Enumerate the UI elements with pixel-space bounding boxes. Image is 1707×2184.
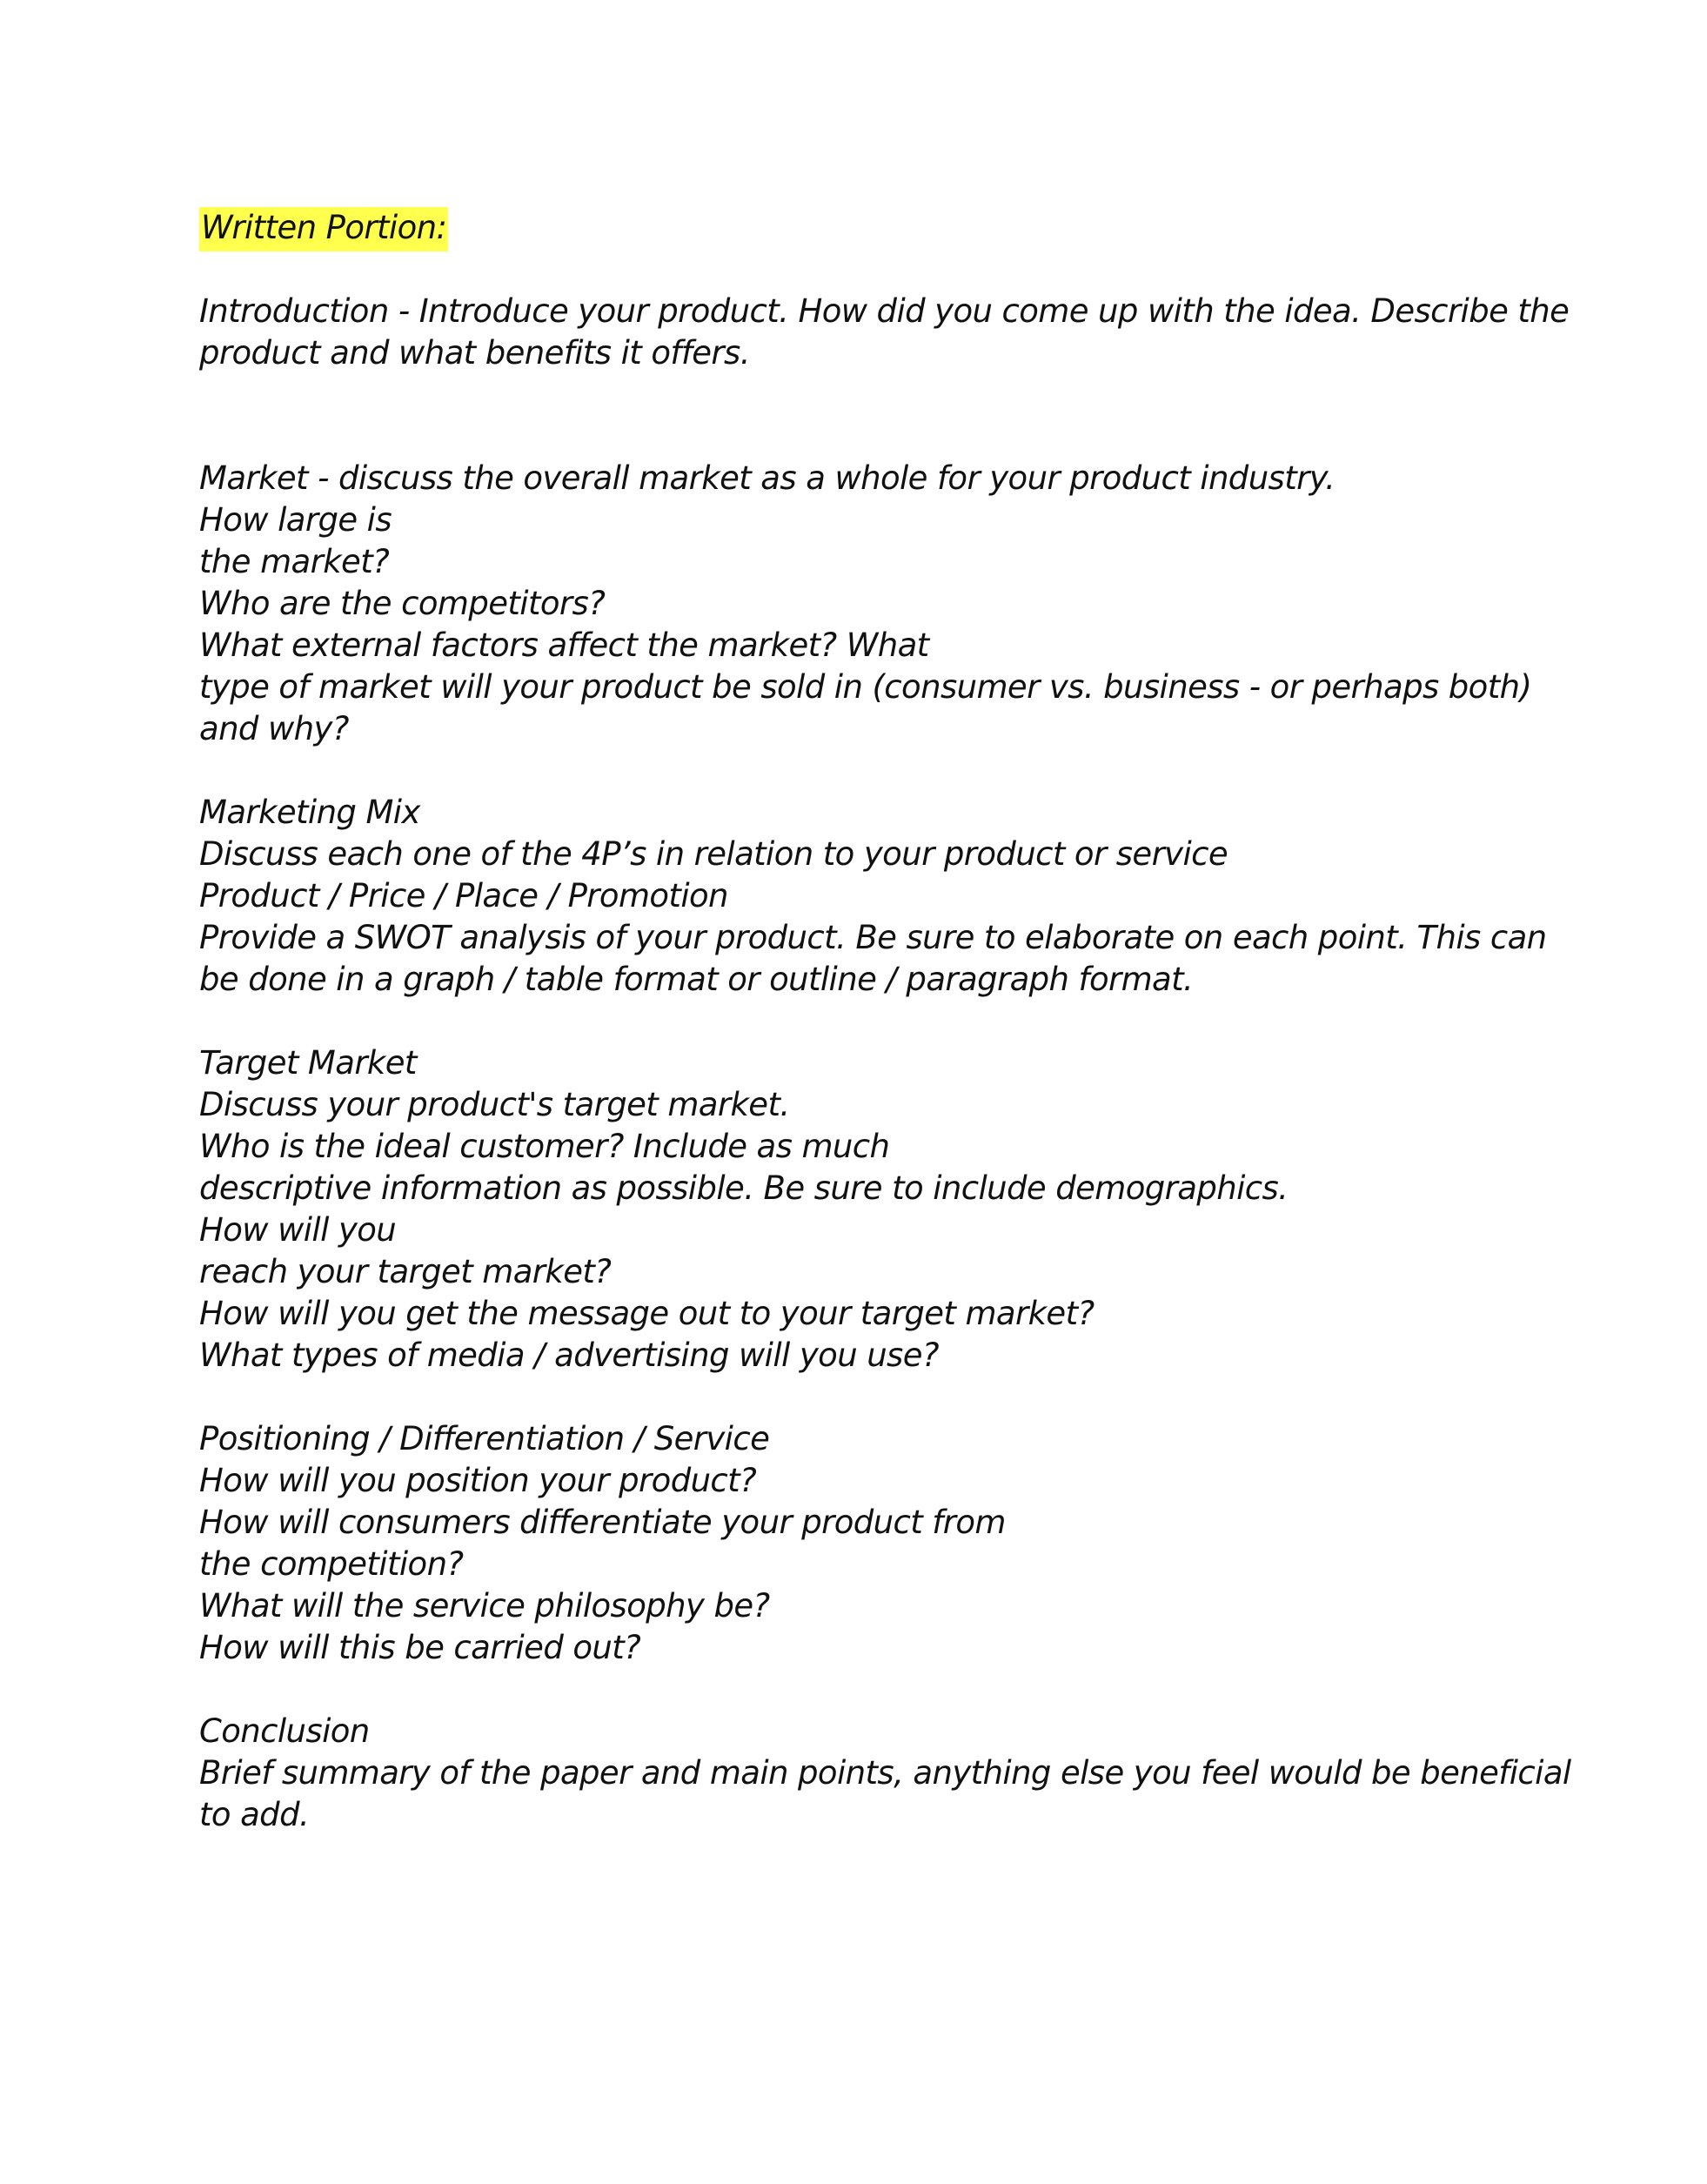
market-line: Market - discuss the overall market as a whole for your product industry. [199,459,1335,497]
target-market-line: descriptive information as possible. Be sure to include demographics. [199,1169,1289,1207]
intro-line: Introduction - Introduce your product. How did you come up with the idea. Describe the [199,292,1570,330]
market-line: and why? [199,710,349,747]
target-market-line: reach your target market? [199,1253,612,1290]
heading-line [199,207,1522,249]
positioning-line: the competition? [199,1545,464,1583]
marketing-mix-section [199,792,1547,1001]
marketing-mix-line: Discuss each one of the 4P’s in relation to your product or service [199,835,1228,873]
marketing-mix-title: Marketing Mix [199,794,420,831]
market-section [199,458,1532,750]
target-market-line: Who is the ideal customer? Include as much [199,1128,890,1165]
positioning-line: What will the service philosophy be? [199,1587,770,1625]
marketing-mix-line: be done in a graph / table format or outline / paragraph format. [199,961,1194,998]
target-market-line: Discuss your product's target market. [199,1086,790,1123]
spacer [199,750,1522,792]
marketing-mix-line: Product / Price / Place / Promotion [199,877,728,914]
spacer [199,249,1522,291]
market-line: Who are the competitors? [199,585,606,622]
spacer [199,1377,1522,1418]
positioning-line: How will this be carried out? [199,1629,641,1666]
positioning-section [199,1418,1522,1669]
spacer [199,374,1522,458]
positioning-line: How will consumers differentiate your product from [199,1504,1006,1541]
market-line: the market? [199,543,390,580]
target-market-title: Target Market [199,1044,417,1082]
market-line: What external factors affect the market? What [199,626,929,664]
conclusion-line: to add. [199,1796,310,1833]
target-market-section [199,1042,1522,1377]
target-market-line: How will you [199,1211,397,1249]
written-portion-heading: Written Portion: [199,207,448,251]
market-line: type of market will your product be sold in (consumer vs. business - or perhaps both) [199,668,1532,706]
introduction-section [199,291,1570,374]
positioning-line: How will you position your product? [199,1462,757,1499]
conclusion-line: Brief summary of the paper and main points, anything else you feel would be beneficial [199,1754,1571,1792]
positioning-title: Positioning / Differentiation / Service [199,1420,770,1457]
spacer [199,1001,1522,1042]
spacer [199,1669,1522,1711]
document-body [199,207,1571,1836]
target-market-line: How will you get the message out to your target market? [199,1295,1094,1332]
market-line: How large is [199,501,392,539]
marketing-mix-line: Provide a SWOT analysis of your product. Be sure to elaborate on each point. This can [199,919,1547,956]
conclusion-section [199,1711,1571,1836]
intro-line: product and what benefits it offers. [199,334,750,372]
target-market-line: What types of media / advertising will you use? [199,1337,939,1374]
conclusion-title: Conclusion [199,1712,370,1750]
